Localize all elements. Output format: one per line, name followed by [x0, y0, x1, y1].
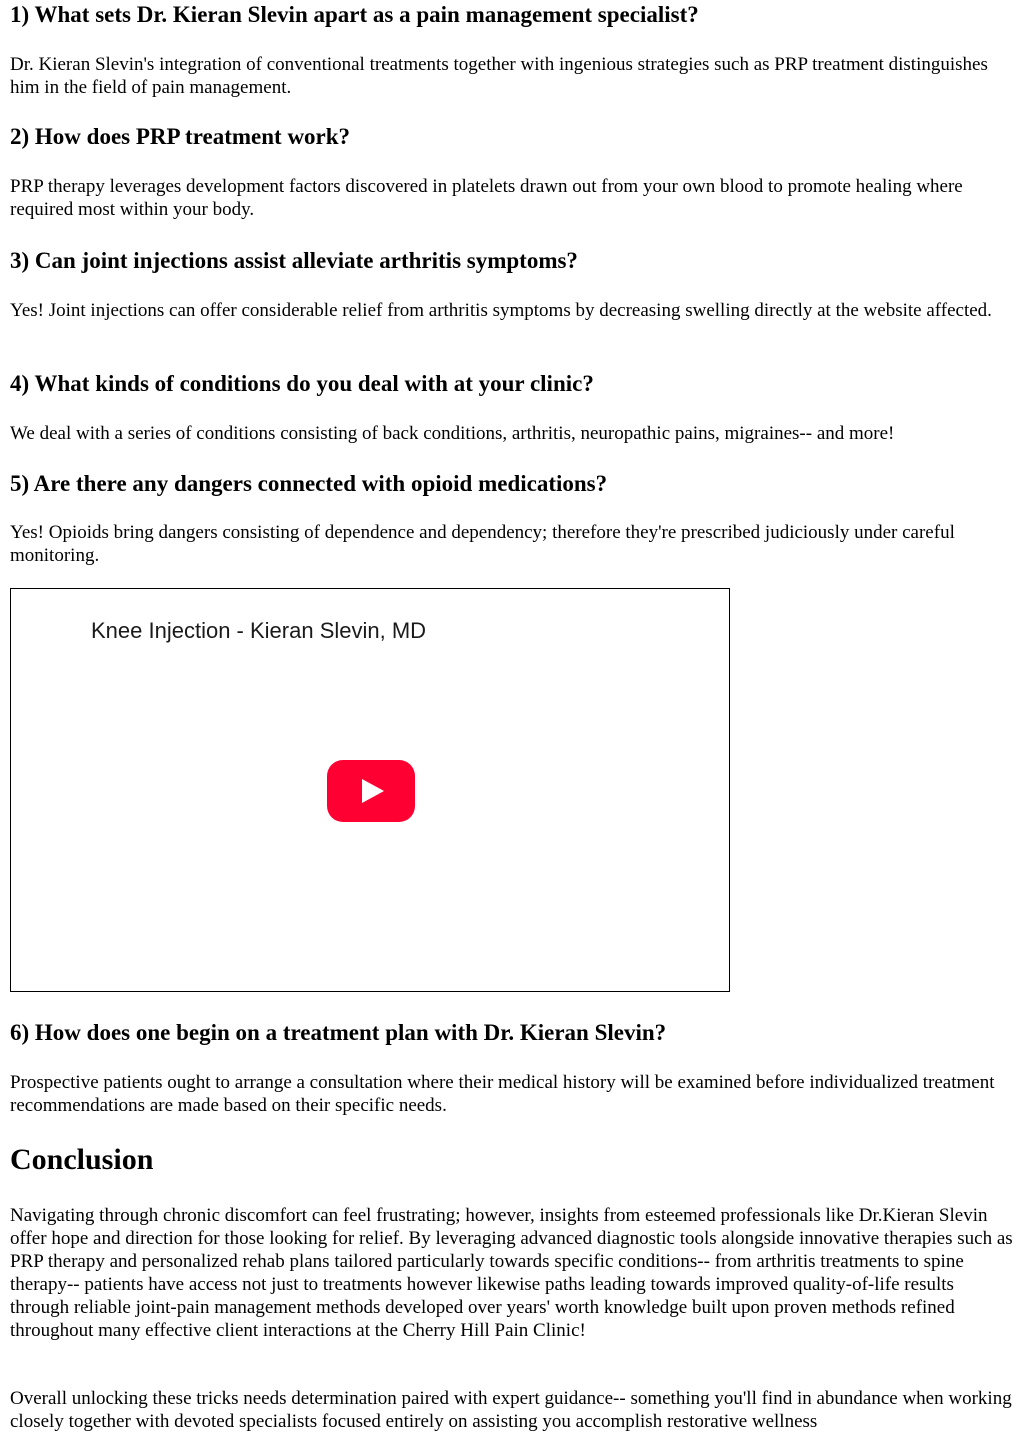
- faq-answer-1: Dr. Kieran Slevin's integration of conventional treatments together with ingenious strategies such as PRP treatment distinguishes him in the field of pain management.: [10, 54, 988, 98]
- video-title[interactable]: Knee Injection - Kieran Slevin, MD: [91, 618, 427, 643]
- faq-answer-4: We deal with a series of conditions consisting of back conditions, arthritis, neuropathic pains, migraines-- and more!: [10, 423, 895, 444]
- faq-question-3: 3) Can joint injections assist alleviate arthritis symptoms?: [10, 248, 578, 273]
- video-embed[interactable]: [10, 588, 730, 992]
- faq-answer-3: Yes! Joint injections can offer considerable relief from arthritis symptoms by decreasing swelling directly at the website affected.: [10, 300, 992, 321]
- faq-question-5: 5) Are there any dangers connected with opioid medications?: [10, 471, 608, 496]
- faq-question-6: 6) How does one begin on a treatment plan with Dr. Kieran Slevin?: [10, 1020, 667, 1045]
- faq-answer-5: Yes! Opioids bring dangers consisting of dependence and dependency; therefore they're prescribed judiciously under careful monitoring.: [10, 522, 955, 566]
- faq-question-1: 1) What sets Dr. Kieran Slevin apart as a pain management specialist?: [10, 2, 699, 27]
- faq-answer-6: Prospective patients ought to arrange a consultation where their medical history will be examined before individualized treatment recommendations are made based on their specific needs.: [10, 1072, 995, 1116]
- youtube-play-icon[interactable]: [327, 760, 415, 822]
- conclusion-paragraph-2: Overall unlocking these tricks needs determination paired with expert guidance-- something you'll find in abundance when working closely together with devoted specialists focused entirely on assisting you accomplish restorative wellness: [10, 1388, 1012, 1432]
- play-triangle-icon: [362, 779, 384, 803]
- faq-question-4: 4) What kinds of conditions do you deal with at your clinic?: [10, 371, 594, 396]
- faq-answer-2: PRP therapy leverages development factors discovered in platelets drawn out from your own blood to promote healing where required most within your body.: [10, 176, 963, 220]
- faq-question-2: 2) How does PRP treatment work?: [10, 124, 351, 149]
- conclusion-paragraph-1: Navigating through chronic discomfort can feel frustrating; however, insights from esteemed professionals like Dr.Kieran Slevin offer hope and direction for those looking for relief. By leveraging advanced diagnostic tools alongside innovative therapies such as PRP therapy and personalized rehab plans tailored particularly towards specific conditions-- from arthritis treatments to spine therapy-- patients have access not just to treatments however likewise paths leading towards improved quality-of-life results through reliable joint-pain management methods developed over years' worth knowledge built upon proven methods refined throughout many effective client interactions at the Cherry Hill Pain Clinic!: [10, 1205, 1013, 1341]
- conclusion-heading: Conclusion: [10, 1143, 154, 1176]
